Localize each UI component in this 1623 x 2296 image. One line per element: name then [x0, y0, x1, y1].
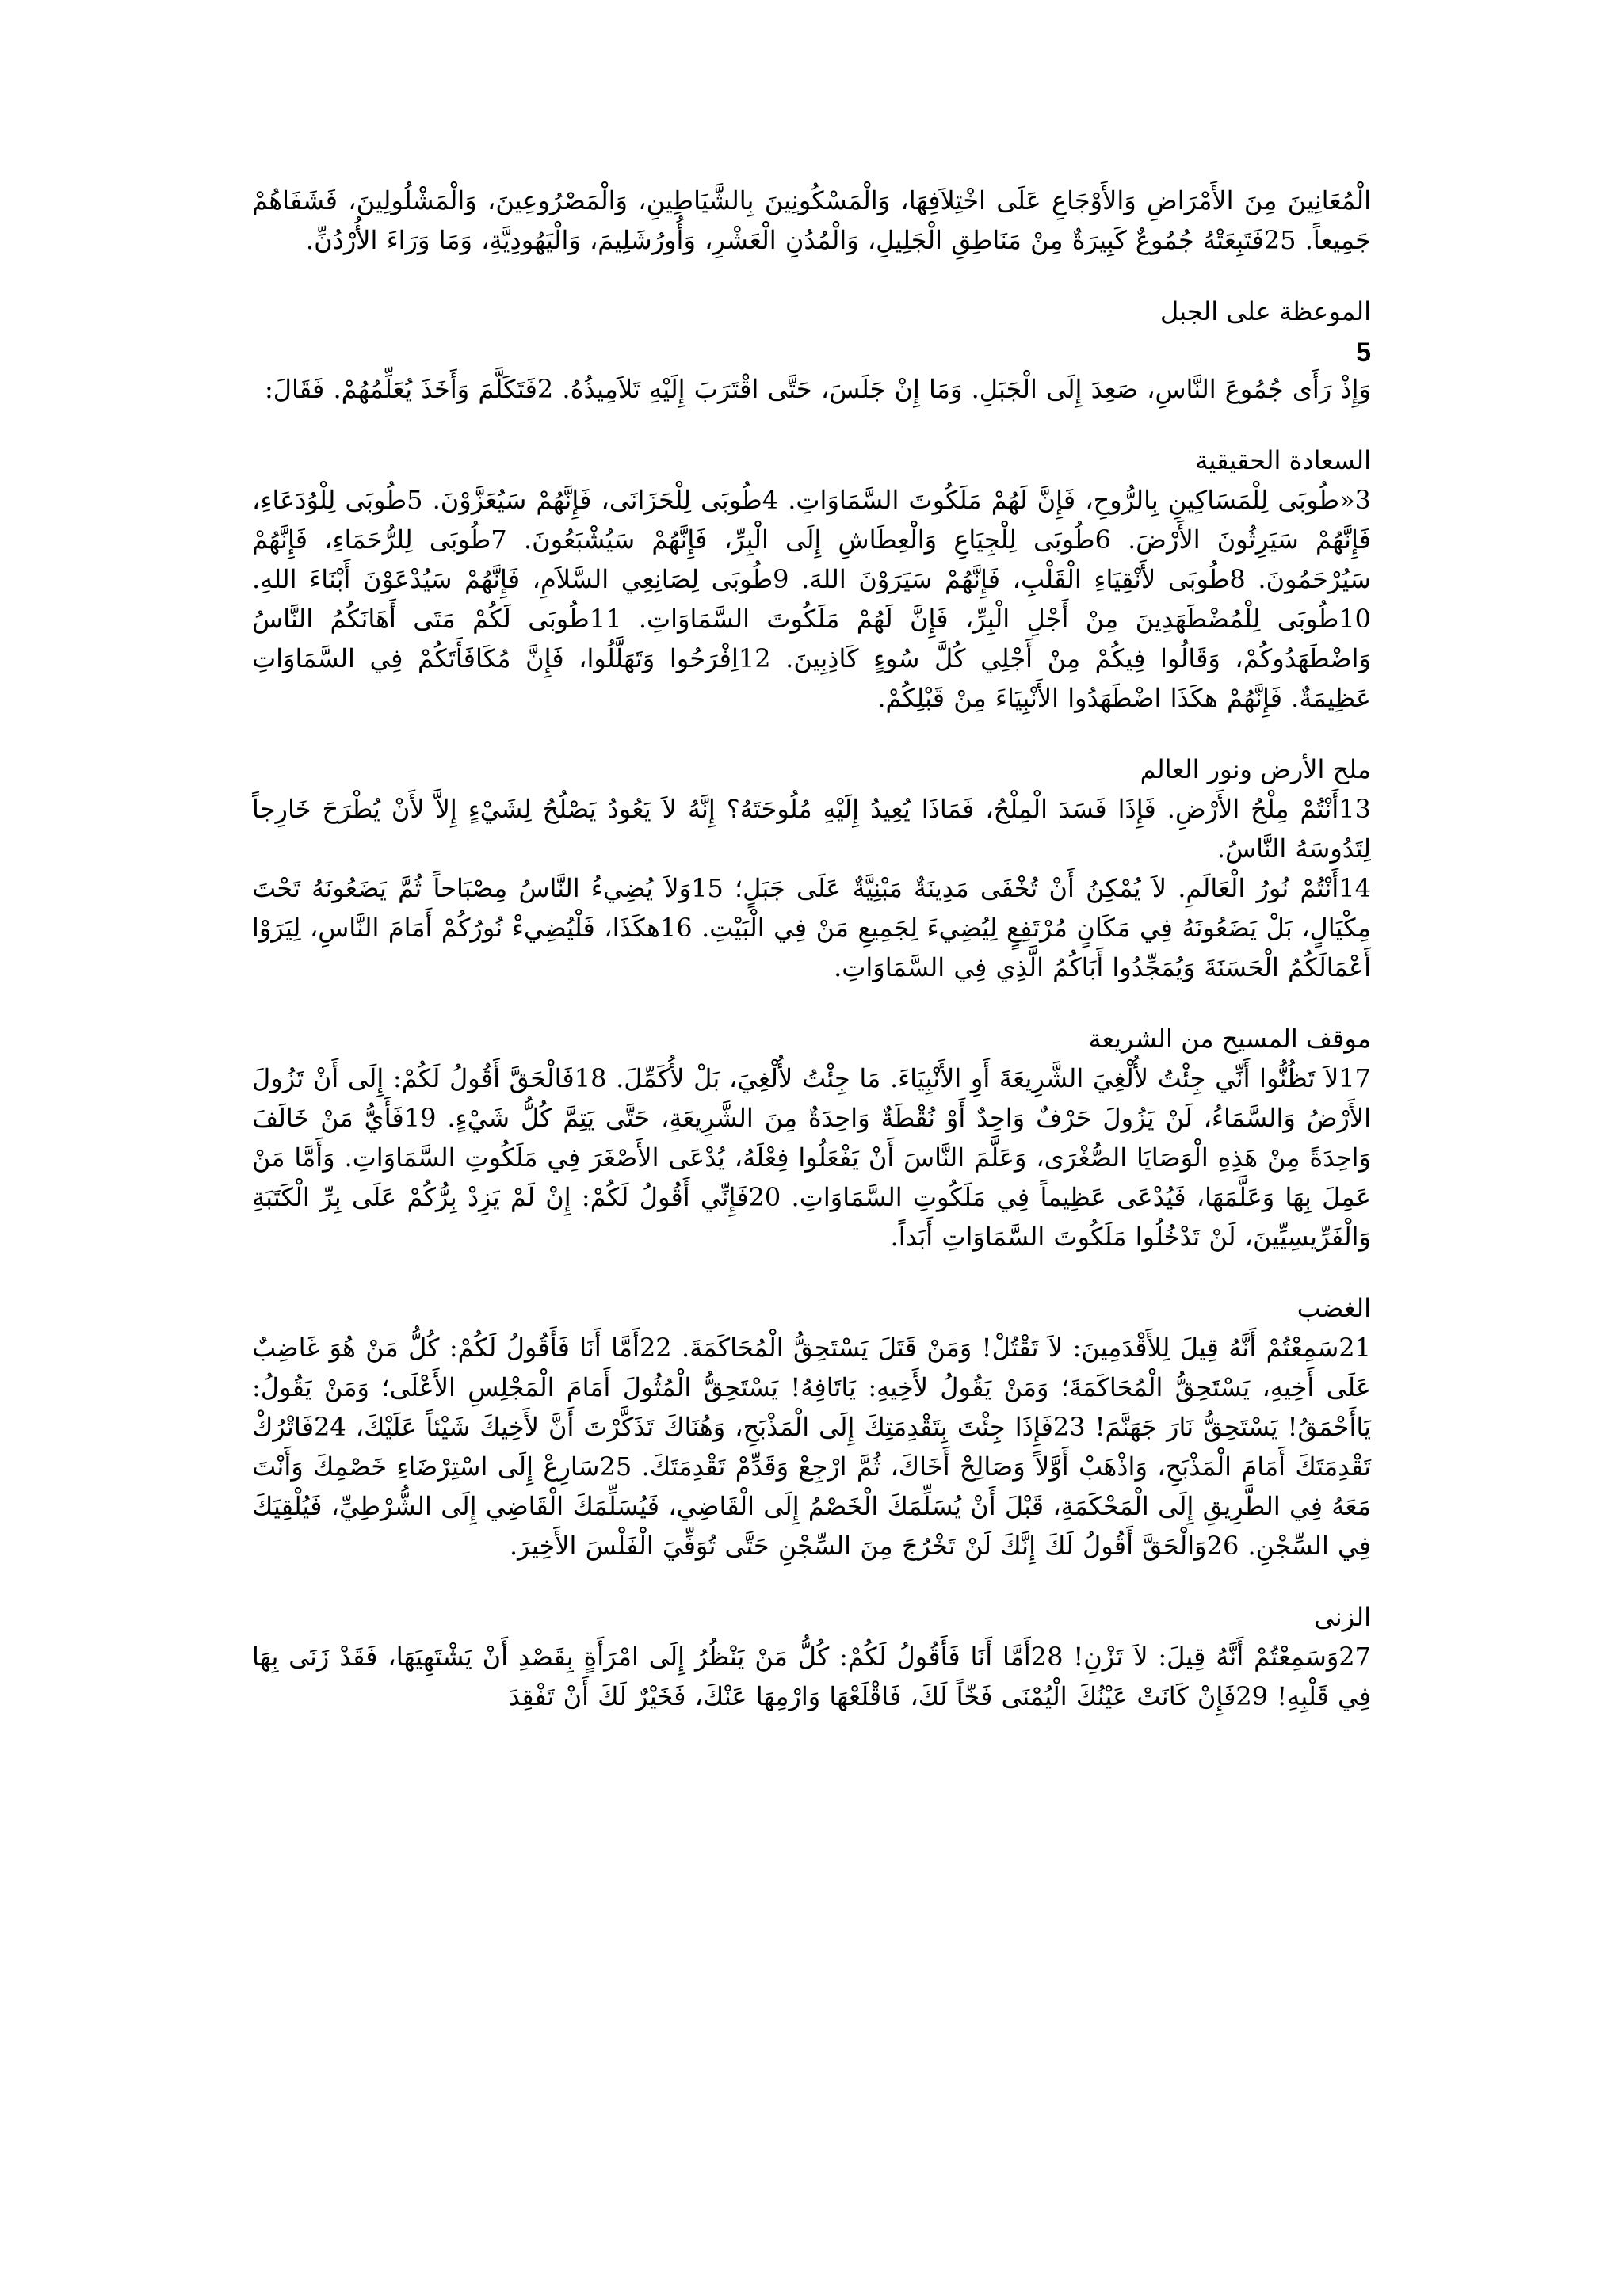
section-paragraph: 13أَنْتُمْ مِلْحُ الأَرْضِ. فَإِذَا فَسَدَ الْمِلْحُ، فَمَاذَا يُعِيدُ إِلَيْهِ مُلُوحَتَهُ؟ إِنَّهُ لاَ يَعُودُ يَصْلُحُ لِشَيْءٍ إِلاَّ لأَنْ يُطْرَحَ خَارِجاً لِتَدُوسَهُ النَّاسُ. — [252, 794, 1371, 864]
section-heading: الموعظة على الجبل — [1159, 296, 1371, 326]
section-salt-and-light — [252, 749, 1371, 987]
section-law — [252, 1019, 1371, 1257]
section-adultery — [252, 1597, 1371, 1716]
section-paragraph-continued: 14أَنْتُمْ نُورُ الْعَالَمِ. لاَ يُمْكِنُ أَنْ تُخْفَى مَدِينَةٌ مَبْنِيَّةٌ عَلَى جَبَلٍ؛ 15وَلاَ يُضِيءُ النَّاسُ مِصْبَاحاً ثُمَّ يَضَعُونَهُ تَحْتَ مِكْيَالٍ، بَلْ يَضَعُونَهُ فِي مَكَانٍ مُرْتَفِعٍ لِيُضِيءَ لِجَمِيعِ مَنْ فِي الْبَيْتِ. 16هكَذَا، فَلْيُضِيءْ نُورُكُمْ أَمَامَ النَّاسِ، لِيَرَوْا أَعْمَالَكُمُ الْحَسَنَةَ وَيُمَجِّدُوا أَبَاكُمُ الَّذِي فِي السَّمَاوَاتِ. — [252, 873, 1372, 982]
document-body — [252, 181, 1371, 1716]
section-anger — [252, 1288, 1371, 1566]
section-paragraph: 27وَسَمِعْتُمْ أَنَّهُ قِيلَ: لاَ تَزْنِ! 28أَمَّا أَنَا فَأَقُولُ لَكُمْ: كُلُّ مَنْ يَنْظُرُ إِلَى امْرَأَةٍ بِقَصْدِ أَنْ يَشْتَهِيَهَا، فَقَدْ زَنَى بِهَا فِي قَلْبِهِ! 29فَإِنْ كَانَتْ عَيْنُكَ الْيُمْنَى فَخّاً لَكَ، فَاقْلَعْهَا وَارْمِهَا عَنْكَ، فَخَيْرٌ لَكَ أَنْ تَفْقِدَ — [252, 1642, 1372, 1711]
section-paragraph: 3«طُوبَى لِلْمَسَاكِينِ بِالرُّوحِ، فَإِنَّ لَهُمْ مَلَكُوتَ السَّمَاوَاتِ. 4طُوبَى لِلْحَزَانَى، فَإِنَّهُمْ سَيُعَزَّوْنَ. 5طُوبَى لِلْوُدَعَاءِ، فَإِنَّهُمْ سَيَرِثُونَ الأَرْضَ. 6طُوبَى لِلْجِيَاعِ وَالْعِطَاشِ إِلَى الْبِرِّ، فَإِنَّهُمْ سَيُشْبَعُونَ. 7طُوبَى لِلرُّحَمَاءِ، فَإِنَّهُمْ سَيُرْحَمُونَ. 8طُوبَى لأَنْقِيَاءِ الْقَلْبِ، فَإِنَّهُمْ سَيَرَوْنَ اللهَ. 9طُوبَى لِصَانِعِي السَّلاَمِ، فَإِنَّهُمْ سَيُدْعَوْنَ أَبْنَاءَ اللهِ. 10طُوبَى لِلْمُضْطَهَدِينَ مِنْ أَجْلِ الْبِرِّ، فَإِنَّ لَهُمْ مَلَكُوتَ السَّمَاوَاتِ. 11طُوبَى لَكُمْ مَتَى أَهَانَكُمُ النَّاسُ وَاضْطَهَدُوكُمْ، وَقَالُوا فِيكُمْ مِنْ أَجْلِي كُلَّ سُوءٍ كَاذِبِينَ. 12اِفْرَحُوا وَتَهَلَّلُوا، فَإِنَّ مُكَافَأَتَكُمْ فِي السَّمَاوَاتِ عَظِيمَةٌ. فَإِنَّهُمْ هكَذَا اضْطَهَدُوا الأَنْبِيَاءَ مِنْ قَبْلِكُمْ. — [252, 485, 1372, 713]
section-heading: موقف المسيح من الشريعة — [1088, 1024, 1371, 1054]
intro-paragraph: الْمُعَانِينَ مِنَ الأَمْرَاضِ وَالأَوْجَاعِ عَلَى اخْتِلاَفِهَا، وَالْمَسْكُونِينَ بِالشَّيَاطِينِ، وَالْمَصْرُوعِينَ، وَالْمَشْلُولِينَ، فَشَفَاهُمْ جَمِيعاً. 25فَتَبِعَتْهُ جُمُوعٌ كَبِيرَةٌ مِنْ مَنَاطِقِ الْجَلِيلِ، وَالْمُدُنِ الْعَشْرِ، وَأُورُشَلِيمَ، وَالْيَهُودِيَّةِ، وَمَا وَرَاءَ الأُرْدُنِّ. — [252, 185, 1371, 255]
section-paragraph: 17لاَ تَظُنُّوا أَنِّي جِئْتُ لأُلْغِيَ الشَّرِيعَةَ أَوِ الأَنْبِيَاءَ. مَا جِئْتُ لأُلْغِيَ، بَلْ لأُكَمِّلَ. 18فَالْحَقَّ أَقُولُ لَكُمْ: إِلَى أَنْ تَزُولَ الأَرْضُ وَالسَّمَاءُ، لَنْ يَزُولَ حَرْفٌ وَاحِدٌ أَوْ نُقْطَةٌ وَاحِدَةٌ مِنَ الشَّرِيعَةِ، حَتَّى يَتِمَّ كُلُّ شَيْءٍ. 19فَأَيُّ مَنْ خَالَفَ وَاحِدَةً مِنْ هَذِهِ الْوَصَايَا الصُّغْرَى، وَعَلَّمَ النَّاسَ أَنْ يَفْعَلُوا فِعْلَهُ، يُدْعَى الأَصْغَرَ فِي مَلَكُوتِ السَّمَاوَاتِ. وَأَمَّا مَنْ عَمِلَ بِهَا وَعَلَّمَهَا، فَيُدْعَى عَظِيماً فِي مَلَكُوتِ السَّمَاوَاتِ. 20فَإِنِّي أَقُولُ لَكُمْ: إِنْ لَمْ يَزِدْ بِرُّكُمْ عَلَى بِرِّ الْكَتَبَةِ وَالْفَرِّيسِيِّينَ، لَنْ تَدْخُلُوا مَلَكُوتَ السَّمَاوَاتِ أَبَداً. — [252, 1063, 1372, 1252]
chapter-number: 5 — [1356, 338, 1371, 368]
section-heading: الزنى — [1314, 1602, 1371, 1632]
section-heading: الغضب — [1296, 1293, 1371, 1323]
section-paragraph: وَإِذْ رَأَى جُمُوعَ النَّاسِ، صَعِدَ إِلَى الْجَبَلِ. وَمَا إِنْ جَلَسَ، حَتَّى اقْتَرَبَ إِلَيْهِ تَلاَمِيذُهُ. 2فَتَكَلَّمَ وَأَخَذَ يُعَلِّمُهُمْ. فَقَالَ: — [265, 374, 1371, 404]
section-heading: السعادة الحقيقية — [1195, 445, 1371, 475]
section-heading: ملح الأرض ونور العالم — [1140, 754, 1371, 784]
section-paragraph: 21سَمِعْتُمْ أَنَّهُ قِيلَ لِلأَقْدَمِينَ: لاَ تَقْتُلْ! وَمَنْ قَتَلَ يَسْتَحِقُّ الْمُحَاكَمَةَ. 22أَمَّا أَنَا فَأَقُولُ لَكُمْ: كُلُّ مَنْ هُوَ غَاضِبٌ عَلَى أَخِيهِ، يَسْتَحِقُّ الْمُحَاكَمَةَ؛ وَمَنْ يَقُولُ لأَخِيهِ: يَاتَافِهُ! يَسْتَحِقُّ الْمُثُولَ أَمَامَ الْمَجْلِسِ الأَعْلَى؛ وَمَنْ يَقُولُ: يَاأَحْمَقُ! يَسْتَحِقُّ نَارَ جَهَنَّمَ! 23فَإِذَا جِئْتَ بِتَقْدِمَتِكَ إِلَى الْمَذْبَحِ، وَهُنَاكَ تَذَكَّرْتَ أَنَّ لأَخِيكَ شَيْئاً عَلَيْكَ، 24فَاتْرُكْ تَقْدِمَتَكَ أَمَامَ الْمَذْبَحِ، وَاذْهَبْ أَوَّلاً وَصَالِحْ أَخَاكَ، ثُمَّ ارْجِعْ وَقَدِّمْ تَقْدِمَتَكَ. 25سَارِعْ إِلَى اسْتِرْضَاءِ خَصْمِكَ وَأَنْتَ مَعَهُ فِي الطَّرِيقِ إِلَى الْمَحْكَمَةِ، قَبْلَ أَنْ يُسَلِّمَكَ الْخَصْمُ إِلَى الْقَاضِي، فَيُسَلِّمَكَ الْقَاضِي إِلَى الشُّرْطِيِّ، فَيُلْقِيَكَ فِي السِّجْنِ. 26وَالْحَقَّ أَقُولُ لَكَ إِنَّكَ لَنْ تَخْرُجَ مِنَ السِّجْنِ حَتَّى تُوَفِّيَ الْفَلْسَ الأَخِيرَ. — [252, 1333, 1372, 1561]
section-sermon-on-mount — [252, 292, 1371, 409]
section-true-happiness — [252, 441, 1371, 718]
